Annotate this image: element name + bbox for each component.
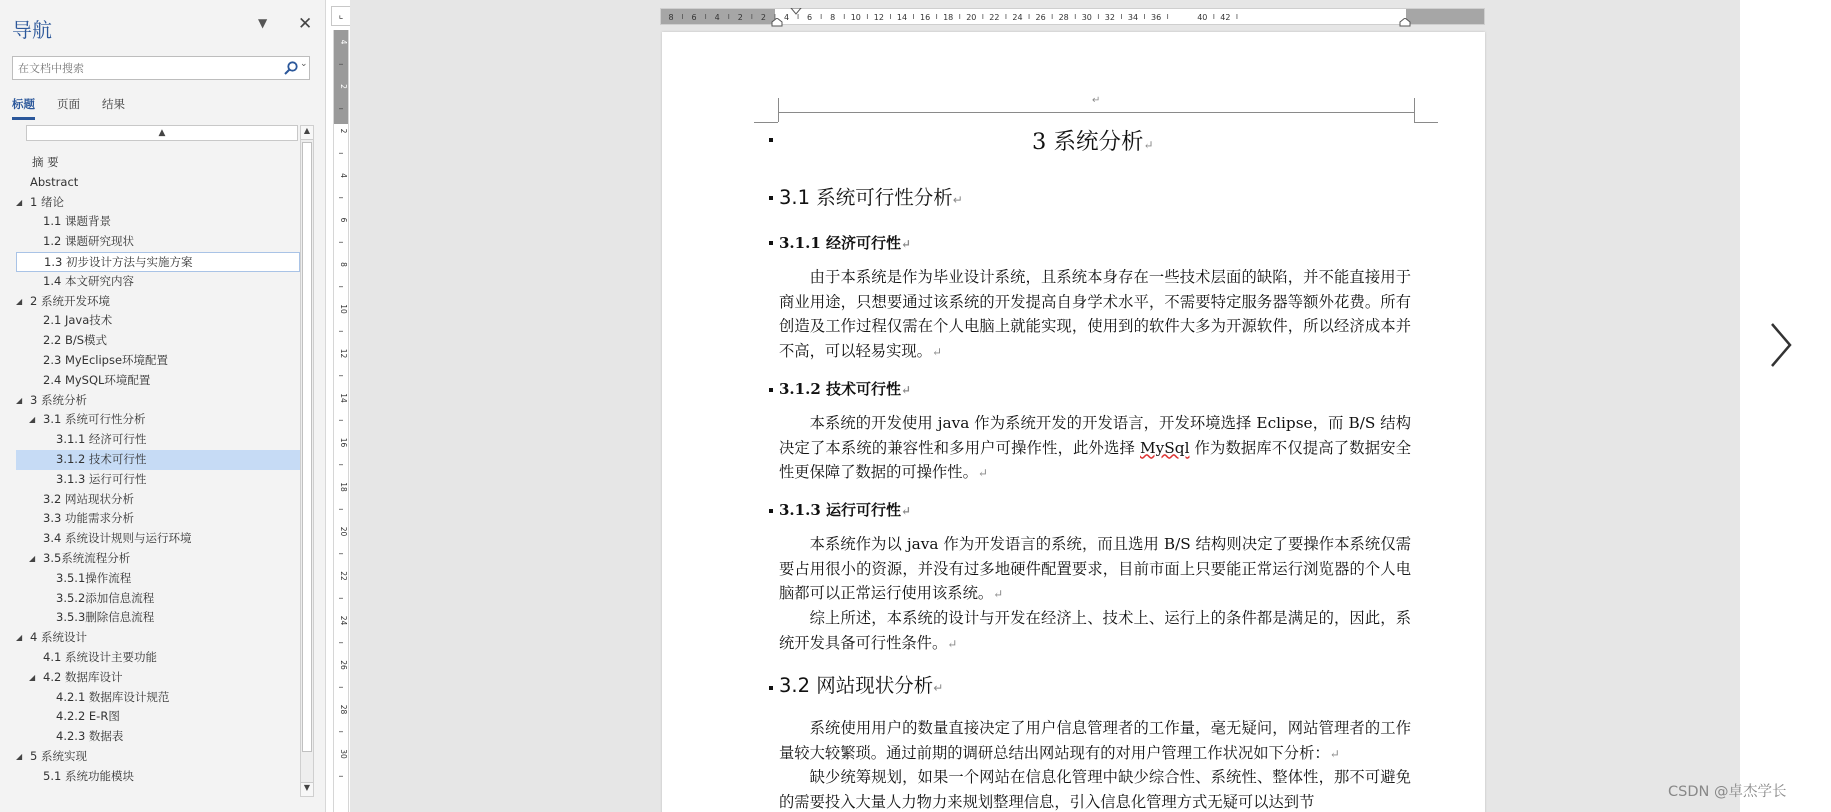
ruler-label: 24 bbox=[1012, 13, 1023, 22]
heading-tree-label: 3.5.2添加信息流程 bbox=[56, 590, 155, 605]
heading-tree-item[interactable] bbox=[16, 272, 300, 292]
heading-tree-label: 3.4 系统设计规则与运行环境 bbox=[43, 531, 192, 546]
heading-tree-label: 5 系统实现 bbox=[30, 748, 87, 763]
heading-tree-label: 3.5.3删除信息流程 bbox=[56, 610, 155, 625]
heading-tree-label: 2.4 MySQL环境配置 bbox=[43, 372, 151, 387]
subsection-heading: 3.1.1 经济可行性↵ bbox=[779, 234, 912, 252]
ruler-label: 28 bbox=[339, 704, 348, 715]
heading-tree-item[interactable] bbox=[16, 549, 300, 569]
ruler-label: 36 bbox=[1151, 13, 1162, 22]
heading-marker bbox=[769, 196, 773, 200]
ruler-label: 16 bbox=[339, 437, 348, 448]
heading-tree-item[interactable] bbox=[16, 153, 300, 173]
ruler-label: 10 bbox=[339, 304, 348, 314]
ruler-label: 30 bbox=[1081, 13, 1092, 22]
heading-tree-item[interactable] bbox=[16, 193, 300, 213]
search-input[interactable] bbox=[18, 61, 278, 76]
ruler-label: 6 bbox=[339, 217, 348, 223]
nav-options-chevron-down-icon[interactable]: ▼ bbox=[258, 16, 268, 30]
navigation-pane bbox=[0, 0, 326, 812]
ruler-label: 6 bbox=[691, 13, 697, 22]
heading-list bbox=[16, 153, 300, 787]
ruler-label: 14 bbox=[896, 13, 908, 22]
ruler-label: 4 bbox=[783, 13, 790, 22]
heading-tree-item[interactable] bbox=[16, 608, 300, 628]
heading-tree-item[interactable] bbox=[16, 371, 300, 391]
vertical-ruler-ticks bbox=[334, 30, 348, 812]
next-page-chevron-right-icon[interactable] bbox=[1768, 320, 1794, 370]
heading-tree-item[interactable] bbox=[16, 628, 300, 648]
ruler-label: 32 bbox=[1104, 13, 1115, 22]
heading-tree-item[interactable] bbox=[16, 529, 300, 549]
ruler-label: 8 bbox=[668, 13, 674, 22]
tab-pages[interactable]: 页面 bbox=[57, 97, 80, 111]
heading-tree-label: 1 绪论 bbox=[30, 194, 64, 209]
heading-tree-label: 3.1 系统可行性分析 bbox=[43, 412, 146, 427]
expand-toggle-icon[interactable]: ◢ bbox=[29, 415, 36, 425]
header-border-line bbox=[778, 112, 1414, 113]
heading-marker bbox=[769, 686, 773, 690]
ruler-label: 2 bbox=[760, 13, 766, 22]
ruler-label: 12 bbox=[339, 348, 348, 359]
ruler-label: 14 bbox=[339, 393, 348, 403]
expand-toggle-icon[interactable]: ◢ bbox=[16, 197, 23, 207]
nav-tabs bbox=[12, 96, 125, 120]
ruler-label: 8 bbox=[830, 13, 836, 22]
heading-tree-item[interactable] bbox=[16, 589, 300, 609]
heading-tree-label: 2.3 MyEclipse环境配置 bbox=[43, 352, 169, 367]
left-indent-marker[interactable] bbox=[771, 18, 783, 27]
nav-close-icon[interactable]: ✕ bbox=[298, 14, 313, 34]
ruler-label: 24 bbox=[339, 615, 348, 626]
ruler-label: 16 bbox=[920, 13, 931, 22]
heading-tree-label: 3.5.1操作流程 bbox=[56, 570, 132, 585]
tab-selector[interactable]: ⌞ bbox=[331, 6, 351, 26]
ruler-label: 2 bbox=[339, 128, 348, 134]
ruler-label: 40 bbox=[1197, 13, 1208, 22]
header-paragraph-mark: ↵ bbox=[1092, 95, 1101, 106]
ruler-label: 18 bbox=[943, 13, 954, 22]
heading-tree-label: 5.1 系统功能模块 bbox=[43, 768, 134, 783]
watermark-text: CSDN @卓杰学长 bbox=[1668, 784, 1787, 800]
heading-tree-label: 2 系统开发环境 bbox=[30, 293, 110, 308]
collapse-all-icon[interactable]: ▲ bbox=[26, 125, 298, 141]
heading-marker bbox=[769, 509, 773, 513]
paragraph-technical: 本系统的开发使用 java 作为系统开发的开发语言，开发环境选择 Eclipse，而 B/S 结构决定了本系统的兼容性和多用户可操作性，此外选择 MySql 作为数据库不仅提高了数据安全性更保障了数据的可操作性。↵ bbox=[779, 414, 1411, 481]
tab-headings[interactable]: 标题 bbox=[12, 96, 35, 120]
heading-tree-item[interactable] bbox=[16, 668, 300, 688]
heading-tree-label: 2.1 Java技术 bbox=[43, 313, 113, 328]
nav-title: 导航 bbox=[12, 18, 52, 42]
heading-tree-item[interactable] bbox=[16, 767, 300, 787]
heading-marker bbox=[769, 138, 773, 142]
paragraph-site-planning: 缺少统筹规划，如果一个网站在信息化管理中缺少综合性、系统性、整体性，那不可避免的需要投入大量人力物力来规划整理信息，引入信息化管理方式无疑可以达到节 bbox=[779, 768, 1411, 811]
heading-tree-item[interactable] bbox=[16, 430, 300, 450]
expand-toggle-icon[interactable]: ◢ bbox=[29, 672, 36, 682]
heading-tree-item[interactable] bbox=[16, 410, 300, 430]
heading-tree-item[interactable] bbox=[16, 707, 300, 727]
ruler-label: 8 bbox=[339, 262, 348, 267]
spelling-error-word[interactable]: MySql bbox=[1140, 438, 1190, 457]
ruler-label: 28 bbox=[1058, 13, 1069, 22]
scrollbar-thumb[interactable] bbox=[302, 142, 312, 752]
expand-toggle-icon[interactable]: ◢ bbox=[16, 296, 23, 306]
ruler-label: 22 bbox=[339, 571, 348, 581]
crop-mark bbox=[754, 122, 778, 123]
document-page[interactable] bbox=[662, 32, 1485, 812]
crop-mark bbox=[1414, 122, 1438, 123]
ruler-label: 42 bbox=[1220, 13, 1231, 22]
heading-tree bbox=[16, 125, 300, 797]
heading-tree-label: 1.1 课题背景 bbox=[43, 214, 111, 229]
ruler-label: 2 bbox=[339, 84, 348, 89]
heading-tree-item[interactable] bbox=[16, 331, 300, 351]
paragraph-economic: 由于本系统是作为毕业设计系统，且系统本身存在一些技术层面的缺陷，并不能直接用于商业用途，只想要通过该系统的开发提高自身学术水平，不需要特定服务器等额外花费。所有创造及工作过程仅需在个人电脑上就能实现，使用到的软件大多为开源软件，所以经济成本并不高，可以轻易实现。↵ bbox=[779, 268, 1411, 360]
heading-tree-item[interactable] bbox=[16, 232, 300, 252]
heading-tree-label: 4 系统设计 bbox=[30, 630, 87, 645]
ruler-label: 26 bbox=[339, 660, 348, 670]
search-icon[interactable] bbox=[283, 60, 299, 76]
heading-tree-label: 3 系统分析 bbox=[30, 392, 87, 407]
section-heading: 3.1 系统可行性分析↵ bbox=[779, 186, 963, 209]
heading-tree-label: 4.2.1 数据库设计规范 bbox=[56, 689, 170, 704]
ruler-label: 4 bbox=[339, 173, 348, 178]
heading-tree-item[interactable] bbox=[16, 173, 300, 193]
heading-tree-label: 3.2 网站现状分析 bbox=[43, 491, 134, 506]
tab-results[interactable]: 结果 bbox=[102, 97, 125, 111]
subsection-heading: 3.1.2 技术可行性↵ bbox=[779, 380, 912, 398]
heading-tree-label: 1.3 初步设计方法与实施方案 bbox=[44, 254, 193, 269]
ruler-label: 20 bbox=[966, 13, 977, 22]
heading-tree-label: 1.4 本文研究内容 bbox=[43, 273, 134, 288]
heading-tree-label: 4.1 系统设计主要功能 bbox=[43, 649, 157, 664]
heading-tree-item[interactable] bbox=[16, 450, 300, 470]
heading-tree-label: 4.2.2 E-R图 bbox=[56, 709, 120, 724]
heading-tree-label: 摘 要 bbox=[32, 155, 59, 169]
heading-tree-item[interactable] bbox=[16, 747, 300, 767]
heading-tree-label: 4.2 数据库设计 bbox=[43, 669, 123, 684]
paragraph-summary: 综上所述，本系统的设计与开发在经济上、技术上、运行上的条件都是满足的，因此，系统开发具备可行性条件。↵ bbox=[779, 609, 1411, 652]
ruler-label: 12 bbox=[873, 13, 884, 22]
ruler-label: 2 bbox=[737, 13, 743, 22]
heading-tree-item[interactable] bbox=[16, 292, 300, 312]
horizontal-ruler[interactable] bbox=[660, 8, 1485, 25]
heading-tree-item[interactable] bbox=[16, 490, 300, 510]
heading-tree-label: 4.2.3 数据表 bbox=[56, 729, 124, 744]
ruler-label: 4 bbox=[339, 39, 348, 45]
heading-tree-item[interactable] bbox=[16, 212, 300, 232]
expand-toggle-icon[interactable]: ◢ bbox=[29, 553, 36, 563]
viewer-right-area bbox=[1740, 0, 1831, 812]
expand-toggle-icon[interactable]: ◢ bbox=[16, 751, 23, 761]
ruler-label: 6 bbox=[807, 13, 813, 22]
heading-tree-item[interactable] bbox=[16, 351, 300, 371]
ruler-label: 4 bbox=[714, 13, 720, 22]
ruler-label: 20 bbox=[339, 526, 348, 537]
paragraph-site-status: 系统使用用户的数量直接决定了用户信息管理者的工作量，毫无疑问，网站管理者的工作量较大较繁琐。通过前期的调研总结出网站现有的对用户管理工作状况如下分析：↵ bbox=[779, 719, 1411, 762]
heading-tree-label: 3.1.1 经济可行性 bbox=[56, 432, 147, 447]
heading-tree-label: 1.2 课题研究现状 bbox=[43, 234, 134, 249]
heading-tree-item[interactable] bbox=[16, 648, 300, 668]
ruler-label: 10 bbox=[850, 13, 861, 22]
heading-tree-item[interactable] bbox=[16, 252, 300, 272]
search-options-chevron-down-icon[interactable]: ⌄ bbox=[300, 59, 308, 69]
heading-tree-item[interactable] bbox=[16, 470, 300, 490]
heading-marker bbox=[769, 388, 773, 392]
ruler-label: 18 bbox=[339, 482, 348, 492]
crop-mark bbox=[1414, 98, 1415, 122]
heading-tree-label: 3.1.2 技术可行性 bbox=[56, 451, 147, 466]
ruler-label: 30 bbox=[339, 749, 348, 759]
scroll-up-icon[interactable]: ▲ bbox=[301, 126, 313, 140]
heading-tree-item[interactable] bbox=[16, 311, 300, 331]
heading-tree-item[interactable] bbox=[16, 509, 300, 529]
chapter-heading: 3 系统分析↵ bbox=[1032, 129, 1154, 155]
heading-tree-item[interactable] bbox=[16, 688, 300, 708]
expand-toggle-icon[interactable]: ◢ bbox=[16, 395, 23, 405]
section-heading: 3.2 网站现状分析↵ bbox=[779, 674, 944, 697]
first-line-indent-marker[interactable] bbox=[790, 8, 802, 16]
heading-tree-label: 3.1.3 运行可行性 bbox=[56, 471, 147, 486]
ruler-label: 22 bbox=[989, 13, 1000, 22]
horizontal-ruler-ticks bbox=[661, 9, 1484, 24]
subsection-heading: 3.1.3 运行可行性↵ bbox=[779, 501, 912, 519]
search-box[interactable] bbox=[12, 56, 310, 80]
right-indent-marker[interactable] bbox=[1399, 18, 1411, 27]
heading-tree-label: 3.5系统流程分析 bbox=[43, 550, 131, 565]
expand-toggle-icon[interactable]: ◢ bbox=[16, 633, 23, 643]
heading-tree-label: 2.2 B/S模式 bbox=[43, 333, 108, 348]
heading-tree-item[interactable] bbox=[16, 569, 300, 589]
crop-mark bbox=[778, 98, 779, 122]
scroll-down-icon[interactable]: ▼ bbox=[301, 782, 313, 796]
vertical-ruler[interactable] bbox=[333, 30, 349, 812]
heading-tree-label: Abstract bbox=[30, 174, 79, 189]
heading-tree-scrollbar[interactable] bbox=[300, 125, 314, 797]
heading-tree-item[interactable] bbox=[16, 391, 300, 411]
heading-tree-item[interactable] bbox=[16, 727, 300, 747]
paragraph-operational: 本系统作为以 java 作为开发语言的系统，而且选用 B/S 结构则决定了要操作本系统仅需要占用很小的资源，并没有过多地硬件配置要求，目前市面上只要能正常运行浏览器的个人电脑都可以正常运行使用该系统。↵ bbox=[779, 535, 1411, 602]
heading-marker bbox=[769, 241, 773, 245]
ruler-label: 34 bbox=[1127, 13, 1139, 22]
heading-tree-label: 3.3 功能需求分析 bbox=[43, 511, 134, 526]
ruler-label: 26 bbox=[1035, 13, 1046, 22]
